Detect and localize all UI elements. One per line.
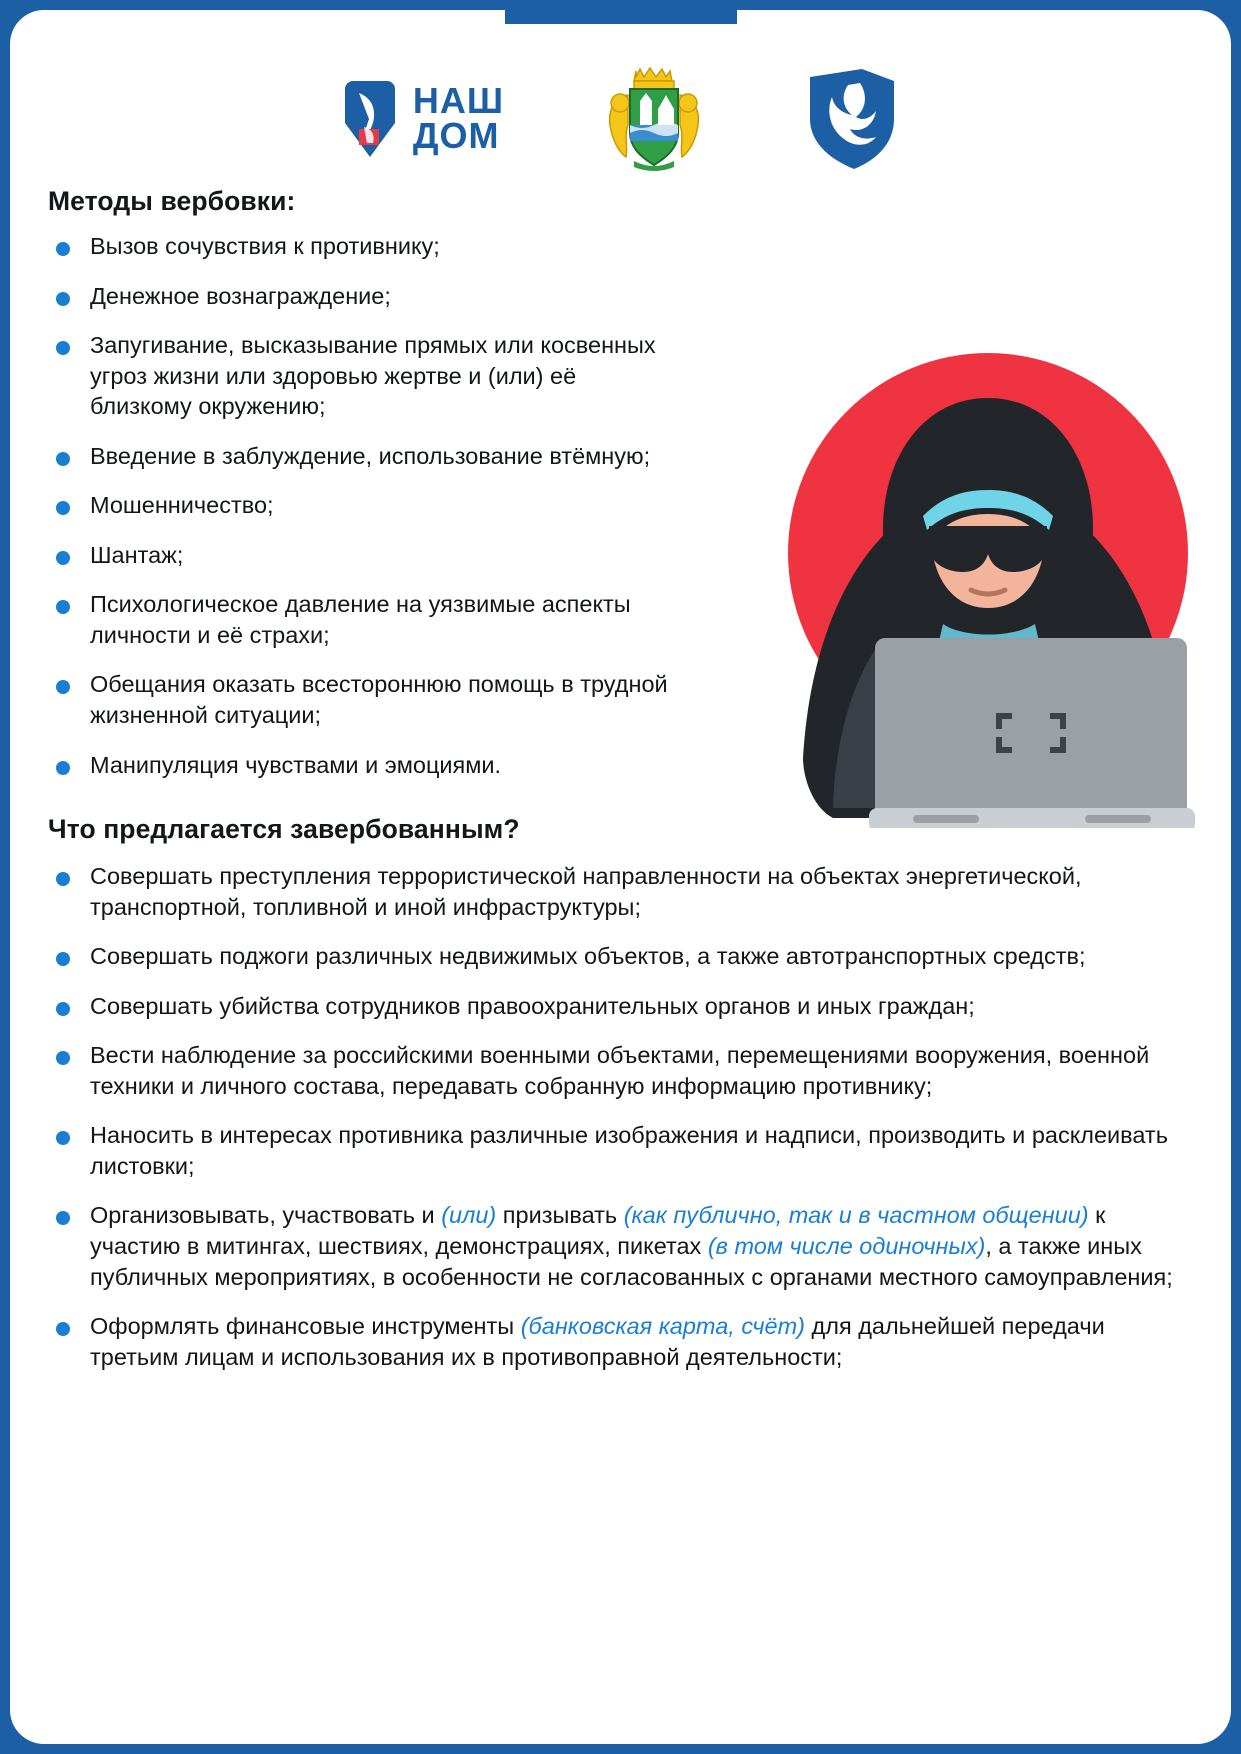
nash-dom-mark-icon: [341, 79, 399, 159]
list-item: Вести наблюдение за российскими военными объектами, перемещениями вооружения, военной техники и личного состава, передавать собранную информацию противнику;: [48, 1040, 1195, 1101]
text-part: призывать: [496, 1202, 624, 1229]
section-title-methods: Методы вербовки:: [48, 186, 296, 216]
offers-list: [48, 861, 1195, 1372]
text-part: Организовывать, участвовать и: [90, 1202, 442, 1229]
italic-part: (в том числе одиночных): [707, 1233, 986, 1260]
logo-nash-dom: [341, 79, 504, 159]
list-item: Совершать преступления террористической направленности на объектах энергетической, транспортной, топливной и иной инфраструктуры;: [48, 861, 1195, 922]
list-item: Вызов сочувствия к противнику;: [48, 231, 668, 262]
nash-dom-wordmark: [412, 80, 505, 156]
list-item: Введение в заблуждение, использование втёмную;: [48, 441, 668, 472]
list-item: Наносить в интересах противника различные изображения и надписи, производить и расклеивать листовки;: [48, 1120, 1195, 1181]
text-part: для дальнейшей передачи третьим лицам и использования их в противоправной деятельности;: [90, 1313, 1105, 1370]
section-title-offers: Что предлагается завербованным?: [48, 814, 520, 845]
italic-part: (или): [441, 1202, 497, 1229]
list-item-highlighted: [48, 1200, 1195, 1292]
text-part: Оформлять финансовые инструменты: [90, 1313, 521, 1340]
list-item: Обещания оказать всестороннюю помощь в трудной жизненной ситуации;: [48, 669, 668, 730]
list-item: Шантаж;: [48, 540, 668, 571]
nash-dom-line1: НАШ: [412, 80, 505, 122]
list-item: Совершать убийства сотрудников правоохранительных органов и иных граждан;: [48, 991, 1195, 1022]
list-item: Совершать поджоги различных недвижимых объектов, а также автотранспортных средств;: [48, 941, 1195, 972]
poster-sheet: [10, 10, 1231, 1744]
list-item: Манипуляция чувствами и эмоциями.: [48, 750, 668, 781]
shield-emblem-icon: [804, 67, 900, 171]
header-logos: [10, 64, 1231, 174]
nash-dom-line2: ДОМ: [412, 115, 500, 156]
methods-list: [48, 231, 1195, 780]
italic-part: (банковская карта, счёт): [520, 1313, 805, 1340]
poster-content: [48, 186, 1195, 1391]
top-tab-decoration: [505, 10, 737, 24]
list-item: Психологическое давление на уязвимые аспекты личности и её страхи;: [48, 589, 668, 650]
list-item: Мошенничество;: [48, 490, 668, 521]
list-item-financial: [48, 1311, 1195, 1372]
italic-part: (как публично, так и в частном общении): [623, 1202, 1089, 1229]
text-part: к участию в митингах, шествиях, демонстрациях, пикетах: [90, 1202, 1106, 1260]
text-part: , а также иных публичных мероприятиях, в особенности не согласованных с органами местного самоуправления;: [90, 1233, 1173, 1290]
list-item: Запугивание, высказывание прямых или косвенных угроз жизни или здоровью жертве и (или) её близкому окружению;: [48, 330, 668, 422]
coat-of-arms-icon: [594, 65, 714, 173]
list-item: Денежное вознаграждение;: [48, 281, 668, 312]
